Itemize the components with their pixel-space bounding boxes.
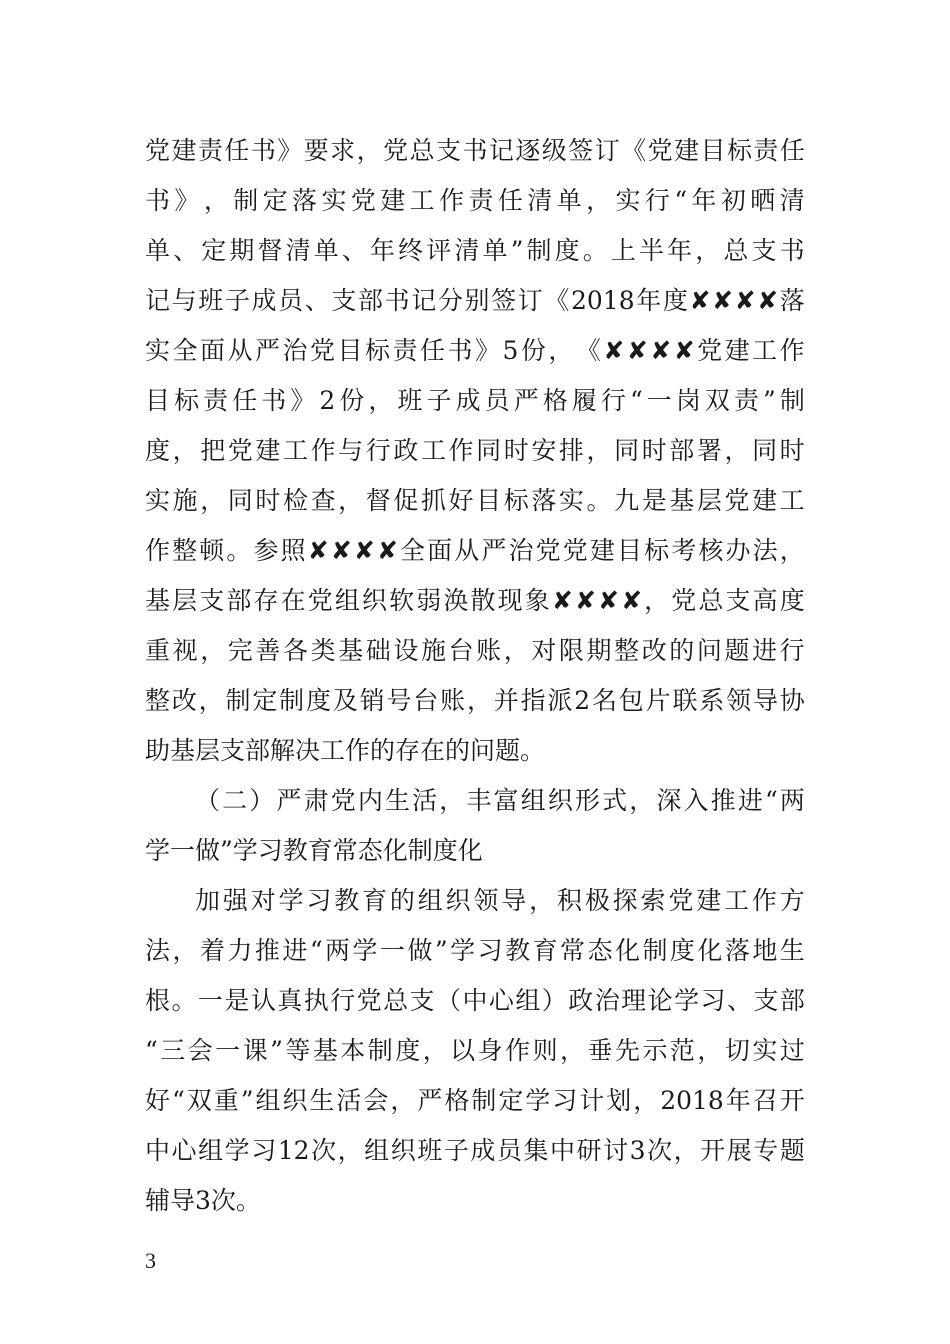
text-line: 基 层 支 部 存 在 党 组 织 软 弱 涣 散 现 象 ✘ ✘ ✘ ✘ ， 党 总 支 高 度: [145, 586, 805, 615]
text-line: 实 全 面 从 严 治 党 目 标 责 任 书 》 5 份 ， 《 ✘ ✘ ✘ ✘ 党 建 工 作: [145, 336, 805, 365]
text-line: 作 整 顿 。 参 照 ✘ ✘ ✘ ✘ 全 面 从 严 治 党 党 建 目 标 考 核 办 法 ，: [145, 536, 805, 565]
text-line: 助基层支部解决工作的存在的问题。: [145, 736, 546, 765]
text-line: 书 》 ， 制 定 落 实 党 建 工 作 责 任 清 单 ， 实 行 “ 年 初 晒 清: [145, 186, 805, 215]
text-line: 单 、 定 期 督 清 单 、 年 终 评 清 单 ” 制 度 。 上 半 年 ， 总 支 书: [145, 236, 805, 265]
text-line: 实 施 ， 同 时 检 查 ， 督 促 抓 好 目 标 落 实 。 九 是 基 层 党 建 工: [145, 486, 805, 515]
page-number: 3: [145, 1248, 156, 1273]
heading-line: 学一做”学习教育常态化制度化: [145, 836, 483, 865]
text-line: 中 心 组 学 习 12 次 ， 组 织 班 子 成 员 集 中 研 讨 3 次 ， 开 展 专 题: [145, 1136, 805, 1165]
text-line: 好 “ 双 重 ” 组 织 生 活 会 ， 严 格 制 定 学 习 计 划 ， 2018 年 召 开: [145, 1086, 805, 1115]
text-line: 加 强 对 学 习 教 育 的 组 织 领 导 ， 积 极 探 索 党 建 工 作 方: [195, 886, 805, 915]
text-line: 法 ， 着 力 推 进 “ 两 学 一 做 ” 学 习 教 育 常 态 化 制 度 化 落 地 生: [145, 936, 805, 965]
text-line: “ 三 会 一 课 ” 等 基 本 制 度 ， 以 身 作 则 ， 垂 先 示 范 ， 切 实 过: [145, 1036, 805, 1065]
text-line: 重 视 ， 完 善 各 类 基 础 设 施 台 账 ， 对 限 期 整 改 的 问 题 进 行: [145, 636, 805, 665]
text-line: 记 与 班 子 成 员 、 支 部 书 记 分 别 签 订 《 2018 年 度 ✘ ✘ ✘ ✘ 落: [145, 286, 805, 315]
heading-line: （ 二 ） 严 肃 党 内 生 活 ， 丰 富 组 织 形 式 ， 深 入 推 进 “ 两: [195, 786, 805, 815]
text-line: 度 ， 把 党 建 工 作 与 行 政 工 作 同 时 安 排 ， 同 时 部 署 ， 同 时: [145, 436, 805, 465]
text-line: 党 建 责 任 书 》 要 求 ， 党 总 支 书 记 逐 级 签 订 《 党 建 目 标 责 任: [145, 136, 805, 165]
text-line: 根 。 一 是 认 真 执 行 党 总 支 （ 中 心 组 ） 政 治 理 论 学 习 、 支 部: [145, 986, 805, 1015]
text-line: 整 改 ， 制 定 制 度 及 销 号 台 账 ， 并 指 派 2 名 包 片 联 系 领 导 协: [145, 686, 805, 715]
text-line: 目 标 责 任 书 》 2 份 ， 班 子 成 员 严 格 履 行 “ 一 岗 双 责 ” 制: [145, 386, 805, 415]
text-line: 辅导3次。: [145, 1186, 261, 1215]
